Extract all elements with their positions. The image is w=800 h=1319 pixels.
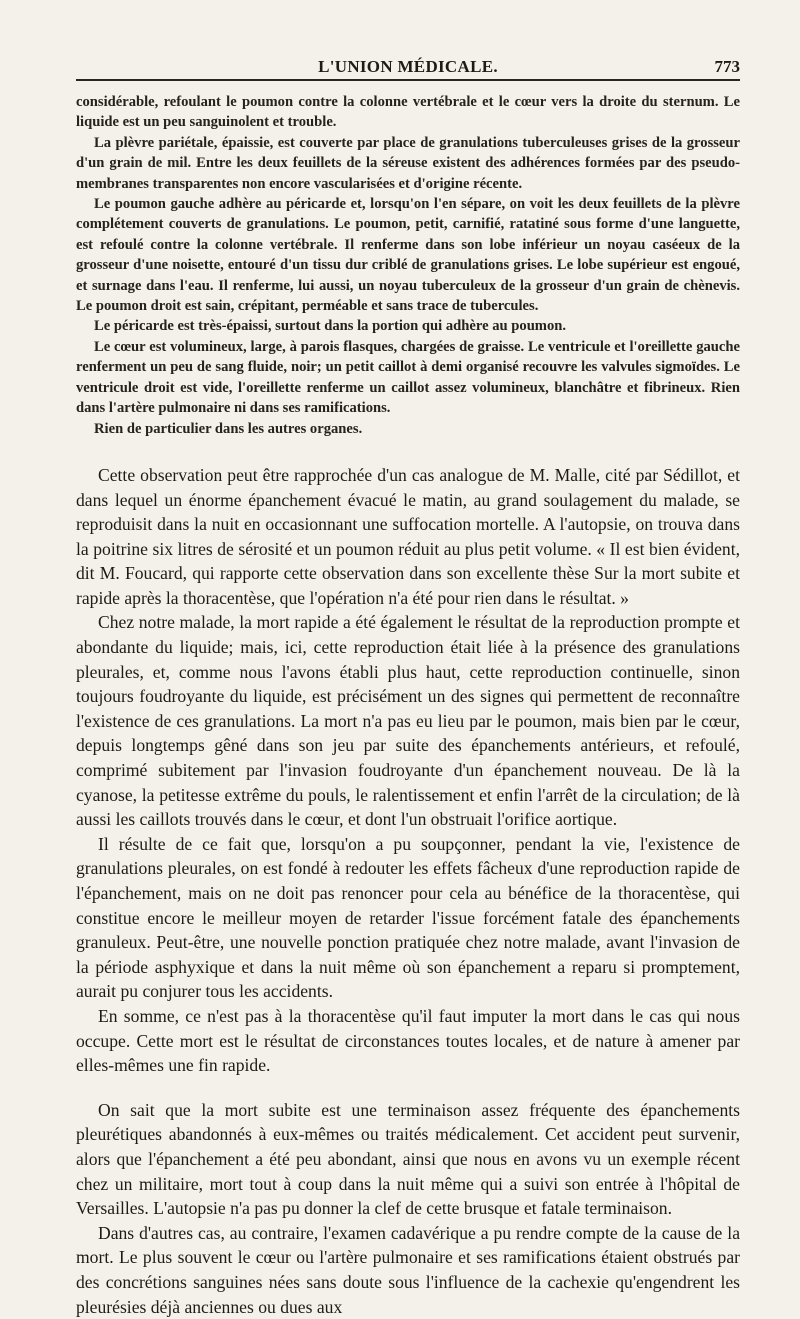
commentary-paragraph-en-somme: En somme, ce n'est pas à la thoracentèse qu'il faut imputer la mort dans le cas qui nous occupe. Cette mort est le résultat de circonstances toutes locales, et de nature à amener par elles-mêmes une fin rapide.: [76, 1005, 740, 1076]
case-paragraph-poumon: Le poumon gauche adhère au péricarde et, lorsqu'on l'en sépare, on voit les deux feuillets de la plèvre complétement couverts de granulations. Le poumon, petit, carnifié, ratatiné sous forme d'une languette, est refoulé contre la colonne vertébrale. Il renferme dans son lobe inférieur un noyau caséeux de la grosseur d'une noisette, entouré d'un tissu dur criblé de granulations grises. Le lobe supérieur est engoué, et surnage dans l'eau. Il renferme, lui aussi, un noyau tuberculeux de la grosseur d'un grain de chènevis. Le poumon droit est sain, crépitant, perméable et sans trace de tubercules.: [76, 196, 740, 315]
commentary-paragraph-mort-subite: On sait que la mort subite est une terminaison assez fréquente des épanchements pleurétiques abandonnés à eux-mêmes ou traités médicalement. Cet accident peut survenir, alors que l'épanchement a été peu abondant, ainsi que nous en avons vu un exemple récent chez un militaire, mort tout à coup dans la nuit même qui a suivi son entrée à l'hôpital de Versailles. L'autopsie n'a pas pu donner la clef de cette brusque et fatale terminaison.: [76, 1099, 740, 1219]
case-paragraph-autres-organes: Rien de particulier dans les autres organes.: [94, 420, 363, 437]
case-paragraph-plevre: La plèvre pariétale, épaissie, est couverte par place de granulations tuberculeuses grises de la grosseur d'un grain de mil. Entre les deux feuillets de la séreuse existent des adhérences formées par des pseudo-membranes transparentes non encore vascularisées et d'origine récente.: [76, 134, 740, 192]
commentary-paragraph-autres-cas: Dans d'autres cas, au contraire, l'examen cadavérique a pu rendre compte de la cause de la mort. Le plus souvent le cœur ou l'artère pulmonaire et ses ramifications étaient obstrués par des concrétions sanguines nées sans doute sous l'influence de la cachexie qu'engendrent les pleurésies déjà anciennes ou dues aux: [76, 1222, 740, 1317]
page-number: 773: [714, 57, 740, 76]
commentary-paragraph-il-resulte: Il résulte de ce fait que, lorsqu'on a pu soupçonner, pendant la vie, l'existence de granulations pleurales, on est fondé à redouter les effets fâcheux d'une reproduction rapide de l'épanchement, mais on ne doit pas renoncer pour cela au bénéfice de la thoracentèse, qui constitue encore le meilleur moyen de retarder l'issue forcément fatale des épanchements granuleux. Peut-être, une nouvelle ponction pratiquée chez notre malade, avant l'invasion de la période asphyxique et dans la nuit même où son épanchement a reparu si promptement, aurait pu conjurer tous les accidents.: [76, 833, 740, 1002]
case-paragraph-continuation: considérable, refoulant le poumon contre la colonne vertébrale et le cœur vers la droite du sternum. Le liquide est un peu sanguinolent et trouble.: [76, 94, 740, 131]
case-paragraph-coeur: Le cœur est volumineux, large, à parois flasques, chargées de graisse. Le ventricule et l'oreillette gauche renferment un peu de sang fluide, noir; un petit caillot à demi organisé recouvre les valvules sigmoïdes. Le ventricule droit est vide, l'oreillette renferme un caillot assez volumineux, blanchâtre et fibrineux. Rien dans l'artère pulmonaire ni dans ses ramifications.: [76, 338, 740, 417]
case-paragraph-pericarde: Le péricarde est très-épaissi, surtout dans la portion qui adhère au poumon.: [94, 318, 567, 335]
commentary-paragraph-malle: Cette observation peut être rapprochée d'un cas analogue de M. Malle, cité par Sédillot, et dans lequel un énorme épanchement évacué le matin, au grand soulagement du malade, se reproduisit dans la nuit en occasionnant une suffocation mortelle. A l'autopsie, on trouva dans la poitrine six litres de sérosité et un poumon réduit au plus petit volume. « Il est bien évident, dit M. Foucard, qui rapporte cette observation dans son excellente thèse Sur la mort subite et rapide après la thoracentèse, que l'opération n'a été pour rien dans le résultat. »: [76, 464, 740, 608]
page-header: [76, 55, 740, 81]
running-title: L'UNION MÉDICALE.: [318, 57, 498, 76]
commentary: [76, 463, 740, 1319]
body-text: [76, 92, 740, 1319]
case-report: [76, 92, 740, 439]
commentary-paragraph-chez-notre-malade: Chez notre malade, la mort rapide a été également le résultat de la reproduction prompte et abondante du liquide; mais, ici, cette reproduction était liée à la présence des granulations pleurales, et, comme nous l'avons établi plus haut, cette reproduction continuelle, sinon toujours foudroyante du liquide, est précisément un des signes qui permettent de reconnaître l'existence de ces granulations. La mort n'a pas eu lieu par le poumon, mais bien par le cœur, depuis longtemps gêné dans son jeu par suite des épanchements antérieurs, et refoulé, comprimé subitement par l'invasion foudroyante d'un épanchement nouveau. De là la cyanose, la petitesse extrême du pouls, le ralentissement et enfin l'arrêt de la circulation; de là aussi les caillots trouvés dans le cœur, et dont l'un obstruait l'orifice aortique.: [76, 612, 740, 830]
